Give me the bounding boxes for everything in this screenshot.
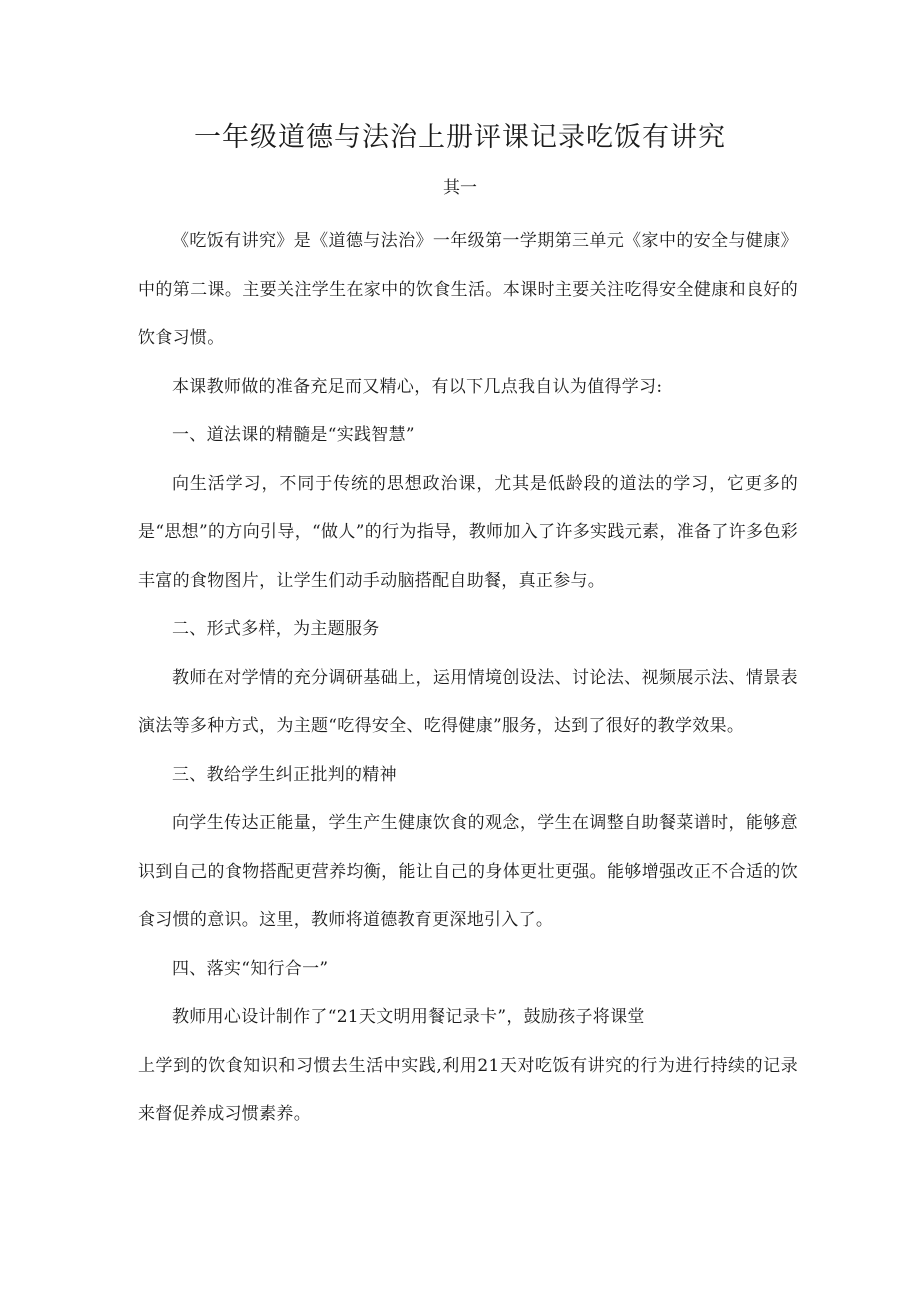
heading-point-1: 一、道法课的精髓是“实践智慧” [172, 425, 415, 445]
paragraph-point-4-first: 教师用心设计制作了“21天文明用餐记录卡”，鼓励孩子将课堂 [172, 1007, 645, 1027]
paragraph-point-4-rest: 上学到的饮食知识和习惯去生活中实践,利用21天对吃饭有讲究的行为进行持续的记录来督促养成习惯素养。 [138, 1055, 798, 1124]
paragraph-preparation: 本课教师做的准备充足而又精心，有以下几点我自认为值得学习: [172, 376, 663, 397]
document-subtitle: 其一 [443, 178, 477, 198]
paragraph-intro: 《吃饭有讲究》是《道德与法治》一年级第一学期第三单元《家中的安全与健康》中的第二课。主要关注学生在家中的饮食生活。本课时主要关注吃得安全健康和良好的饮食习惯。 [138, 231, 798, 348]
paragraph-point-2: 教师在对学情的充分调研基础上，运用情境创设法、讨论法、视频展示法、情景表演法等多种方式，为主题“吃得安全、吃得健康”服务，达到了很好的教学效果。 [138, 667, 798, 736]
paragraph-point-3: 向学生传达正能量，学生产生健康饮食的观念，学生在调整自助餐菜谱时，能够意识到自己的食物搭配更营养均衡，能让自己的身体更壮更强。能够增强改正不合适的饮食习惯的意识。这里，教师将道德教育更深地引入了。 [138, 813, 798, 930]
paragraph-point-1: 向生活学习，不同于传统的思想政治课，尤其是低龄段的道法的学习，它更多的是“思想”的方向引导，“做人”的行为指导，教师加入了许多实践元素，准备了许多色彩丰富的食物图片，让学生们动手动脑搭配自助餐，真正参与。 [138, 473, 798, 591]
heading-point-2: 二、形式多样，为主题服务 [172, 619, 380, 639]
heading-point-3: 三、教给学生纠正批判的精神 [172, 764, 397, 785]
document-body [138, 217, 798, 1139]
heading-point-4: 四、落实“知行合一” [172, 958, 329, 979]
document-title: 一年级道德与法治上册评课记录吃饭有讲究 [194, 122, 726, 153]
